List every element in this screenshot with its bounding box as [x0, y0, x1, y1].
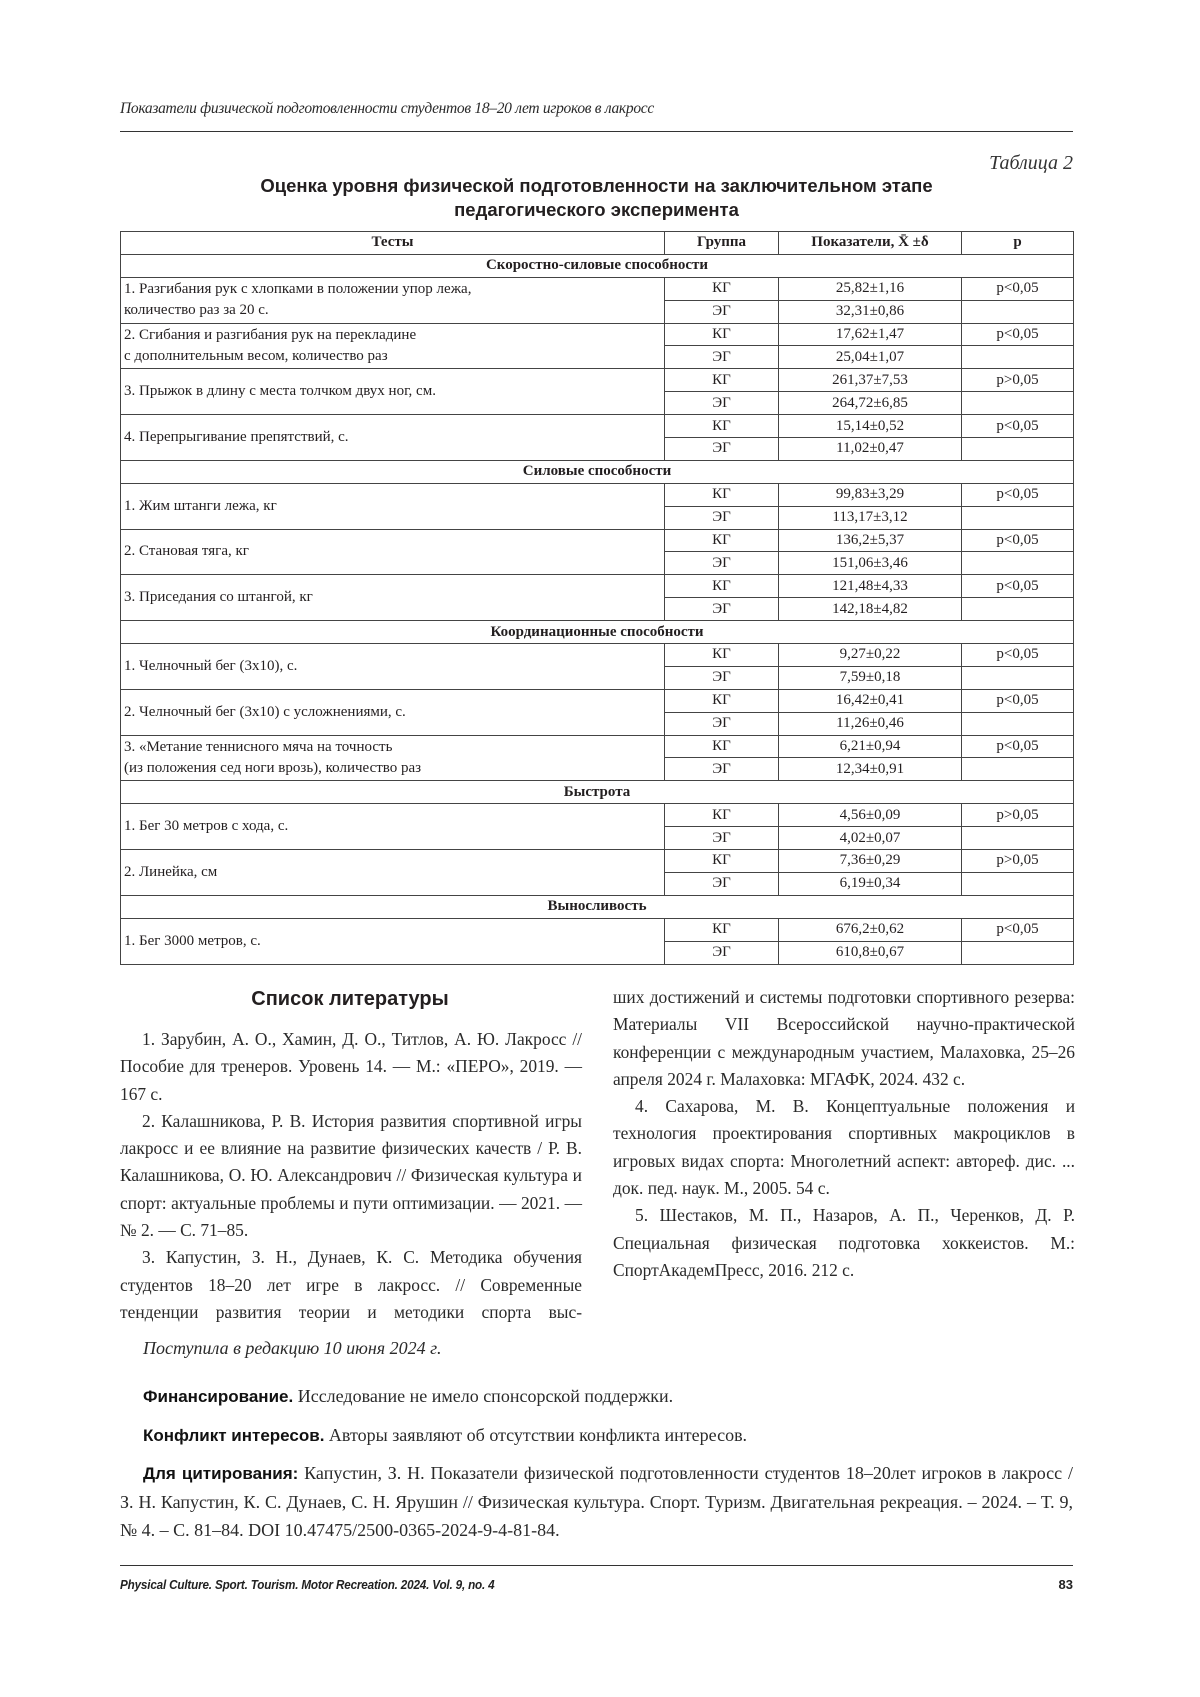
- value-kg: 136,2±5,37: [779, 529, 962, 552]
- header-tests: Тесты: [121, 232, 665, 255]
- table-row: [121, 644, 1074, 667]
- p-value: p<0,05: [962, 483, 1074, 506]
- test-name: [121, 277, 665, 323]
- p-value: p<0,05: [962, 689, 1074, 712]
- table-title-line1: Оценка уровня физической подготовленности на заключительном этапе: [260, 175, 933, 196]
- test-name-line: 2. Становая тяга, кг: [124, 543, 249, 560]
- test-name-line: 1. Разгибания рук с хлопками в положении упор лежа,: [124, 281, 472, 298]
- references-right-column: [613, 984, 1075, 1284]
- value-kg: 25,82±1,16: [779, 277, 962, 300]
- table-row: [121, 529, 1074, 552]
- value-eg: 12,34±0,91: [779, 758, 962, 781]
- group-kg: КГ: [665, 918, 779, 941]
- table-row: [121, 415, 1074, 438]
- section-heading: Быстрота: [121, 781, 1074, 804]
- group-eg: ЭГ: [665, 758, 779, 781]
- p-value-empty: [962, 666, 1074, 689]
- group-kg: КГ: [665, 369, 779, 392]
- group-kg: КГ: [665, 483, 779, 506]
- test-name: [121, 689, 665, 735]
- section-row: [121, 781, 1074, 804]
- group-kg: КГ: [665, 575, 779, 598]
- p-value: p>0,05: [962, 369, 1074, 392]
- reference-item: 3. Капустин, З. Н., Дунаев, К. С. Методика обучения студентов 18–20 лет игре в лакросс. // Современные тенденции развития теории и методики спорта выс-: [120, 1247, 582, 1322]
- references-left-column: [120, 1026, 582, 1326]
- table-row: [121, 850, 1074, 873]
- test-name: [121, 529, 665, 575]
- group-kg: КГ: [665, 850, 779, 873]
- section-heading: Координационные способности: [121, 621, 1074, 644]
- p-value: p<0,05: [962, 529, 1074, 552]
- p-value-empty: [962, 552, 1074, 575]
- group-kg: КГ: [665, 277, 779, 300]
- group-eg: ЭГ: [665, 666, 779, 689]
- test-name: [121, 644, 665, 690]
- group-eg: ЭГ: [665, 552, 779, 575]
- value-kg: 121,48±4,33: [779, 575, 962, 598]
- value-eg: 4,02±0,07: [779, 827, 962, 850]
- test-name-line: 3. Прыжок в длину с места толчком двух ног, см.: [124, 383, 436, 400]
- table-title: [120, 174, 1073, 222]
- test-name: [121, 369, 665, 415]
- value-eg: 610,8±0,67: [779, 941, 962, 964]
- test-name-line: с дополнительным весом, количество раз: [124, 347, 388, 364]
- citation-text: Капустин, З. Н. Показатели физической подготовленности студентов 18–20лет игроков в лакросс / З. Н. Капустин, К. С. Дунаев, С. Н. Ярушин // Физическая культура. Спорт. Туризм. Двигательная рекреация. – 2024. – Т. 9, № 4. – С. 81–84. DOI 10.47475/2500-0365-2024-9-4-81-84.: [120, 1463, 1074, 1540]
- group-eg: ЭГ: [665, 392, 779, 415]
- test-name: [121, 415, 665, 461]
- p-value: p>0,05: [962, 804, 1074, 827]
- funding-label: Финансирование.: [143, 1387, 294, 1406]
- table-row: [121, 804, 1074, 827]
- group-kg: КГ: [665, 323, 779, 346]
- p-value-empty: [962, 346, 1074, 369]
- value-kg: 9,27±0,22: [779, 644, 962, 667]
- value-kg: 7,36±0,29: [779, 850, 962, 873]
- test-name: [121, 918, 665, 964]
- table-row: [121, 689, 1074, 712]
- citation-label: Для цитирования:: [143, 1464, 299, 1483]
- reference-item: 2. Калашникова, Р. В. История развития спортивной игры лакросс и ее влияние на развитие физических качеств / Р. В. Калашникова, О. Ю. Александрович // Физическая культура и спорт: актуальные проблемы и пути оптимизации. — 2021. — № 2. — С. 71–85.: [120, 1110, 582, 1241]
- table-row: [121, 483, 1074, 506]
- table-row: [121, 575, 1074, 598]
- value-eg: 25,04±1,07: [779, 346, 962, 369]
- section-heading: Скоростно-силовые способности: [121, 254, 1074, 277]
- test-name-line: (из положения сед ноги врозь), количество раз: [124, 759, 422, 776]
- p-value: p<0,05: [962, 415, 1074, 438]
- group-eg: ЭГ: [665, 872, 779, 895]
- running-head: Показатели физической подготовленности студентов 18–20 лет игроков в лакросс: [120, 100, 654, 117]
- value-eg: 6,19±0,34: [779, 872, 962, 895]
- test-name: [121, 804, 665, 850]
- value-kg: 676,2±0,62: [779, 918, 962, 941]
- conflict-text: Авторы заявляют об отсутствии конфликта интересов.: [324, 1425, 748, 1445]
- header-p: p: [962, 232, 1074, 255]
- received-date: Поступила в редакцию 10 июня 2024 г.: [143, 1338, 442, 1358]
- table-title-line2: педагогического эксперимента: [454, 199, 739, 220]
- group-eg: ЭГ: [665, 506, 779, 529]
- value-eg: 32,31±0,86: [779, 300, 962, 323]
- value-eg: 7,59±0,18: [779, 666, 962, 689]
- table-row: [121, 323, 1074, 346]
- results-table: [120, 231, 1074, 965]
- section-row: [121, 254, 1074, 277]
- test-name-line: 2. Сгибания и разгибания рук на перекладине: [124, 326, 417, 343]
- group-eg: ЭГ: [665, 712, 779, 735]
- group-kg: КГ: [665, 644, 779, 667]
- p-value-empty: [962, 506, 1074, 529]
- test-name-line: 1. Бег 3000 метров, с.: [124, 932, 261, 949]
- reference-item: 4. Сахарова, М. В. Концептуальные положения и технология проектирования спортивных макроциклов в игровых видах спорта: Многолетний аспект: автореф. дис. ... док. пед. наук. М., 2005. 54 с.: [613, 1096, 1075, 1199]
- footer-journal: Physical Culture. Sport. Tourism. Motor Recreation. 2024. Vol. 9, no. 4: [120, 1577, 495, 1592]
- funding-text: Исследование не имело спонсорской поддержки.: [293, 1386, 674, 1406]
- group-eg: ЭГ: [665, 438, 779, 461]
- test-name-line: 4. Перепрыгивание препятствий, с.: [124, 429, 349, 446]
- header-group: Группа: [665, 232, 779, 255]
- header-rule: [120, 131, 1073, 132]
- p-value: p<0,05: [962, 575, 1074, 598]
- value-eg: 142,18±4,82: [779, 598, 962, 621]
- test-name-line: 3. «Метание теннисного мяча на точность: [124, 738, 393, 755]
- p-value-empty: [962, 941, 1074, 964]
- value-eg: 11,02±0,47: [779, 438, 962, 461]
- value-eg: 264,72±6,85: [779, 392, 962, 415]
- value-kg: 261,37±7,53: [779, 369, 962, 392]
- p-value: p<0,05: [962, 277, 1074, 300]
- table-body: [121, 254, 1074, 964]
- funding-statement: [120, 1382, 1073, 1411]
- section-row: [121, 895, 1074, 918]
- value-kg: 6,21±0,94: [779, 735, 962, 758]
- value-eg: 151,06±3,46: [779, 552, 962, 575]
- group-eg: ЭГ: [665, 941, 779, 964]
- page-number: 83: [1058, 1577, 1073, 1592]
- footer-rule: [120, 1565, 1073, 1566]
- header-indicators: Показатели, X̄ ±δ: [779, 232, 962, 255]
- p-value-empty: [962, 827, 1074, 850]
- section-row: [121, 460, 1074, 483]
- p-value: p<0,05: [962, 735, 1074, 758]
- value-kg: 99,83±3,29: [779, 483, 962, 506]
- p-value-empty: [962, 438, 1074, 461]
- p-value-empty: [962, 758, 1074, 781]
- p-value: p<0,05: [962, 323, 1074, 346]
- p-value-empty: [962, 712, 1074, 735]
- group-kg: КГ: [665, 804, 779, 827]
- table-row: [121, 918, 1074, 941]
- reference-item: 5. Шестаков, М. П., Назаров, А. П., Черенков, Д. Р. Специальная физическая подготовка хоккеистов. М.: СпортАкадемПресс, 2016. 212 с.: [613, 1205, 1075, 1280]
- value-eg: 113,17±3,12: [779, 506, 962, 529]
- test-name: [121, 483, 665, 529]
- test-name-line: 1. Челночный бег (3х10), с.: [124, 657, 298, 674]
- citation-statement: [120, 1459, 1073, 1544]
- test-name-line: 2. Челночный бег (3х10) с усложнениями, с.: [124, 703, 406, 720]
- test-name: [121, 323, 665, 369]
- group-kg: КГ: [665, 415, 779, 438]
- value-kg: 15,14±0,52: [779, 415, 962, 438]
- table-header-row: [121, 232, 1074, 255]
- table-label: Таблица 2: [989, 152, 1073, 174]
- value-kg: 16,42±0,41: [779, 689, 962, 712]
- p-value-empty: [962, 300, 1074, 323]
- test-name: [121, 575, 665, 621]
- references-title: Список литературы: [251, 988, 449, 1010]
- test-name: [121, 850, 665, 896]
- group-eg: ЭГ: [665, 346, 779, 369]
- p-value: p<0,05: [962, 644, 1074, 667]
- value-kg: 4,56±0,09: [779, 804, 962, 827]
- section-row: [121, 621, 1074, 644]
- test-name: [121, 735, 665, 781]
- value-kg: 17,62±1,47: [779, 323, 962, 346]
- table-row: [121, 735, 1074, 758]
- group-kg: КГ: [665, 689, 779, 712]
- test-name-line: 1. Бег 30 метров с хода, с.: [124, 818, 289, 835]
- table-row: [121, 277, 1074, 300]
- test-name-line: 1. Жим штанги лежа, кг: [124, 497, 277, 514]
- p-value-empty: [962, 872, 1074, 895]
- group-eg: ЭГ: [665, 827, 779, 850]
- group-kg: КГ: [665, 735, 779, 758]
- test-name-line: 2. Линейка, см: [124, 863, 218, 880]
- section-heading: Силовые способности: [121, 460, 1074, 483]
- p-value-empty: [962, 598, 1074, 621]
- conflict-statement: [120, 1421, 1073, 1450]
- test-name-line: 3. Приседания со штангой, кг: [124, 589, 313, 606]
- reference-continuation: ших достижений и системы подготовки спортивного резерва: Материалы VII Всероссийской научно-практической конференции с международным участием, Малаховка, 25–26 апреля 2024 г. Малаховка: МГАФК, 2024. 432 с.: [613, 987, 1075, 1089]
- group-eg: ЭГ: [665, 598, 779, 621]
- group-kg: КГ: [665, 529, 779, 552]
- value-eg: 11,26±0,46: [779, 712, 962, 735]
- table-row: [121, 369, 1074, 392]
- group-eg: ЭГ: [665, 300, 779, 323]
- p-value-empty: [962, 392, 1074, 415]
- p-value: p<0,05: [962, 918, 1074, 941]
- p-value: p>0,05: [962, 850, 1074, 873]
- conflict-label: Конфликт интересов.: [143, 1426, 325, 1445]
- section-heading: Выносливость: [121, 895, 1074, 918]
- reference-item: 1. Зарубин, А. О., Хамин, Д. О., Титлов, А. Ю. Лакросс // Пособие для тренеров. Уровень 14. — М.: «ПЕРО», 2019. — 167 с.: [120, 1029, 582, 1104]
- test-name-line: количество раз за 20 с.: [124, 302, 269, 319]
